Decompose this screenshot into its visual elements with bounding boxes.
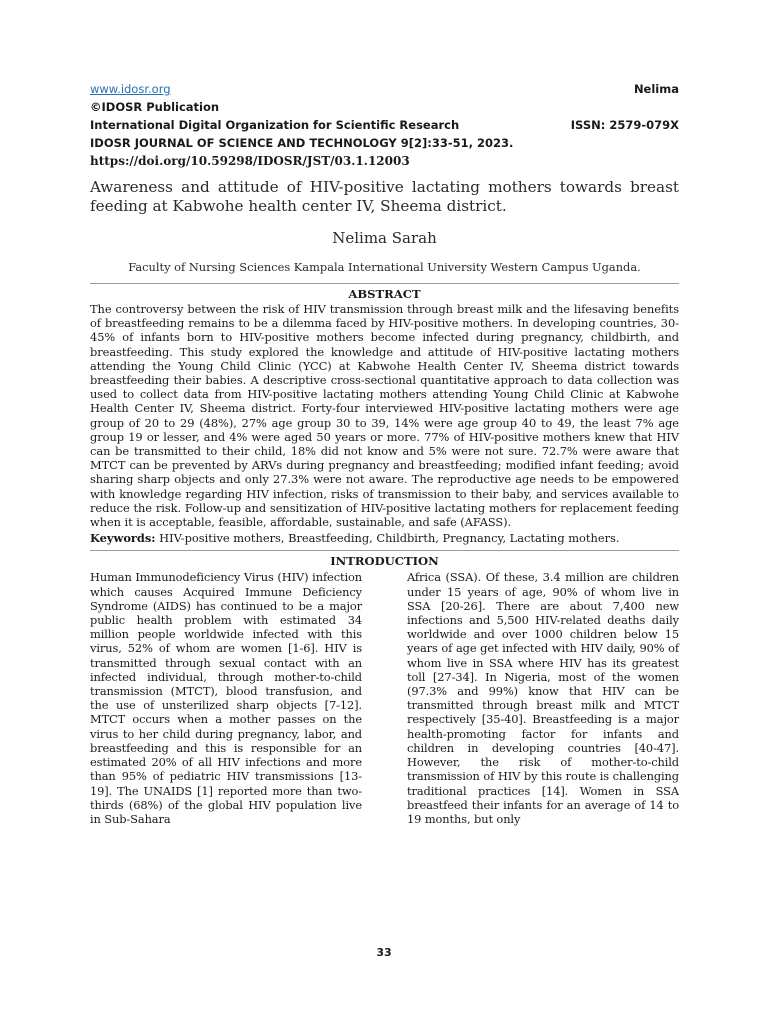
- introduction-body: [90, 570, 679, 826]
- publication-line: ©IDOSR Publication: [90, 100, 220, 114]
- divider: [90, 283, 679, 284]
- article-title: Awareness and attitude of HIV-positive lactating mothers towards breast feeding at Kabwohe health center IV, Sheema district.: [90, 178, 679, 215]
- doi-link[interactable]: https://doi.org/10.59298/IDOSR/JST/03.1.12003: [90, 154, 410, 168]
- page-number: 33: [376, 946, 392, 959]
- keywords: [90, 531, 679, 545]
- journal-citation: IDOSR JOURNAL OF SCIENCE AND TECHNOLOGY 9[2]:33-51, 2023.: [90, 136, 514, 150]
- abstract-text: The controversy between the risk of HIV transmission through breast milk and the lifesaving benefits of breastfeeding remains to be a dilemma faced by HIV-positive mothers. In developing countries, 30-45% of infants born to HIV-positive mothers become infected during pregnancy, childbirth, and breastfeeding. This study explored the knowledge and attitude of HIV-positive lactating mothers attending the Young Child Clinic (YCC) at Kabwohe Health Center IV, Sheema district towards breastfeeding their babies. A descriptive cross-sectional quantitative approach to data collection was used to collect data from HIV-positive lactating mothers attending Young Child Clinic at Kabwohe Health Center IV, Sheema district. Forty-four interviewed HIV-positive lactating mothers were age group of 20 to 29 (48%), 27% age group 30 to 39, 14% were age group 40 to 49, the least 7% age group 19 or lesser, and 4% were aged 50 years or more. 77% of HIV-positive mothers knew that HIV can be transmitted to their child, 18% did not know and 5% were not sure. 72.7% were aware that MTCT can be prevented by ARVs during pregnancy and breastfeeding; modified infant feeding; avoid sharing sharp objects and only 27.3% were not aware. The reproductive age needs to be empowered with knowledge regarding HIV infection, risks of transmission to their baby, and services available to reduce the risk. Follow-up and sensitization of HIV-positive lactating mothers for replacement feeding when it is acceptable, feasible, affordable, sustainable, and safe (AFASS).: [90, 302, 679, 530]
- author-name: Nelima Sarah: [332, 229, 437, 247]
- website-link[interactable]: www.idosr.org: [90, 82, 171, 96]
- abstract-heading: ABSTRACT: [348, 287, 421, 301]
- divider: [90, 550, 679, 551]
- page: [90, 80, 679, 826]
- keywords-list: HIV-positive mothers, Breastfeeding, Childbirth, Pregnancy, Lactating mothers.: [155, 531, 620, 546]
- organization-name: International Digital Organization for Scientific Research: [90, 118, 460, 132]
- running-author: Nelima: [633, 82, 679, 96]
- introduction-column-right: Africa (SSA). Of these, 3.4 million are children under 15 years of age, 90% of whom live in SSA [20-26]. There are about 7,400 new infections and 5,500 HIV-related deaths daily worldwide and over 1000 children below 15 years of age get infected with HIV daily, 90% of whom live in SSA where HIV has its greatest toll [27-34]. In Nigeria, most of the women (97.3% and 99%) know that HIV can be transmitted through breast milk and MTCT respectively [35-40]. Breastfeeding is a major health-promoting factor for infants and children in developing countries [40-47]. However, the risk of mother-to-child transmission of HIV by this route is challenging traditional practices [14]. Women in SSA breastfeed their infants for an average of 14 to 19 months, but only: [407, 570, 679, 826]
- journal-header: [90, 80, 679, 170]
- introduction-heading: INTRODUCTION: [330, 554, 439, 569]
- issn: ISSN: 2579-079X: [570, 118, 679, 132]
- introduction-column-left: Human Immunodeficiency Virus (HIV) infection which causes Acquired Immune Deficiency Syndrome (AIDS) has continued to be a major public health problem with estimated 34 million people worldwide infected with this virus, 52% of whom are women [1-6]. HIV is transmitted through sexual contact with an infected individual, through mother-to-child transmission (MTCT), blood transfusion, and the use of unsterilized sharp objects [7-12]. MTCT occurs when a mother passes on the virus to her child during pregnancy, labor, and breastfeeding and this is responsible for an estimated 20% of all HIV infections and more than 95% of pediatric HIV transmissions [13-19]. The UNAIDS [1] reported more than two-thirds (68%) of the global HIV population live in Sub-Sahara: [90, 570, 362, 826]
- author-affiliation: Faculty of Nursing Sciences Kampala International University Western Campus Uganda.: [128, 260, 641, 274]
- keywords-label: Keywords:: [90, 531, 156, 546]
